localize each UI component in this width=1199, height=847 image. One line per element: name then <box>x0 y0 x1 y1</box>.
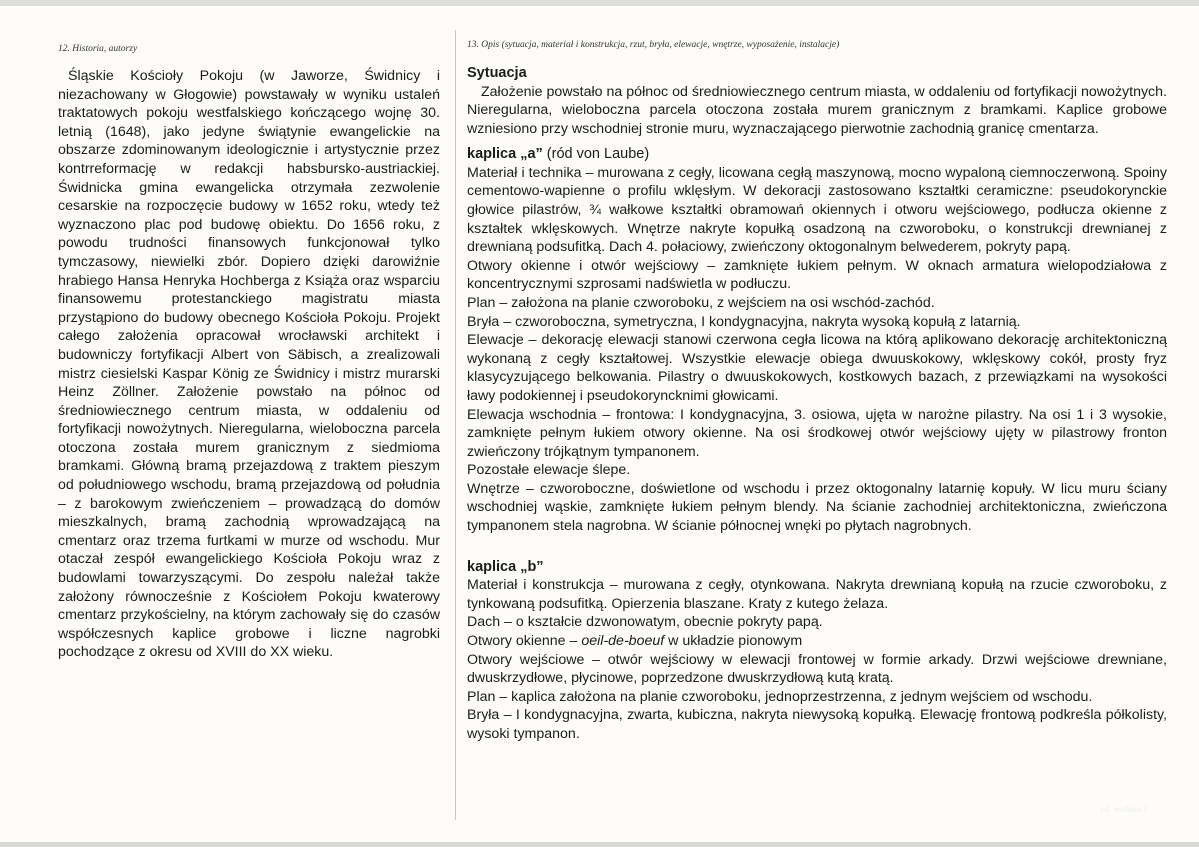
kaplica-b-entrances: Otwory wejściowe – otwór wejściowy w elewacji frontowej w formie arkady. Drzwi wejściowe drewniane, dwuskrzydłowe, płycinowe, poprzedzone dwuskrzydłową kutą kratą. <box>467 651 1167 687</box>
kaplica-a-openings: Otwory okienne i otwór wejściowy – zamknięte łukiem pełnym. W oknach armatura wielopodziałowa z koncentrycznymi szprosami nadświetla w podłuczu. <box>467 257 1167 293</box>
kaplica-b-windows-prefix: Otwory okienne – <box>467 632 582 649</box>
spacer <box>467 138 1167 145</box>
history-section-header: 12. Historia, autorzy <box>58 44 138 54</box>
continuation-note: cd. widoku I <box>1100 805 1147 815</box>
kaplica-a-other-elevations: Pozostałe elewacje ślepe. <box>467 462 631 479</box>
sytuacja-heading: Sytuacja <box>467 65 527 81</box>
kaplica-a-interior: Wnętrze – czworoboczne, doświetlone od wschodu i przez oktogonalny latarnię kopuły. W licu muru ściany wschodniej wąskie, zamknięte łukiem pełnym blendy. Na ścianie zachodniej architektoniczna, zwieńczona tympanonem stela nagrobna. W ścianie północnej wnęki po płytach nagrobnych. <box>467 480 1167 535</box>
kaplica-a-elevations: Elewacje – dekorację elewacji stanowi czerwona cegła licowa na którą aplikowano dekorację architektoniczną wykonaną z cegły kształtowej. Wszystkie elewacje obiega dwuuskokowy, wklęskowy cokół, prosty fryz klasycyzującego belkowania. Pilastry o dwuuskokowych, kostkowych bazach, z przewiązkami na wysokości ławy podokiennej i pseudokoryncknimi głowicami. <box>467 332 1167 404</box>
scan-edge-bottom <box>0 842 1199 847</box>
kaplica-a-heading <box>467 145 1167 164</box>
kaplica-b-windows <box>467 632 1167 651</box>
kaplica-b-windows-suffix: w układzie pionowym <box>664 632 803 649</box>
description-column <box>467 40 1167 744</box>
kaplica-a-section <box>467 145 1167 535</box>
kaplica-a-material: Materiał i technika – murowana z cegły, licowana cegłą maszynową, mocno wypaloną ciemnoczerwoną. Spoiny cementowo-wapienne o profilu wklęsłym. W dekoracji zastosowano kształtki ceramiczne: pseudokorynckie głowice pilastrów, ¾ wałkowe kształtki obramowań okiennych i otworu wejściowego, podłucza okienne z kształtek wklęskowych. Wnętrze nakryte kopułką osadzoną na czworoboku, o konstrukcji drewnianej z drewnianą podsufitką. Dach 4. połaciowy, zwieńczony oktogonalnym belwederem, pokryty papą. <box>467 164 1167 256</box>
description-section-header: 13. Opis (sytuacja, materiał i konstrukcja, rzut, bryła, elewacje, wnętrze, wyposażenie, instalacje) <box>467 40 840 50</box>
history-body <box>58 67 440 662</box>
history-paragraph: Śląskie Kościoły Pokoju (w Jaworze, Świdnicy i niezachowany w Głogowie) powstawały w wyniku ustaleń traktatowych pokoju westfalskiego kończącego wojnę 30. letnią (1648), jako jedyne świątynie ewangelickie na obszarze zdominowanym ideologicznie i artystycznie przez kontrreformację w redakcji habsbursko-austriackiej. Świdnicka gmina ewangelicka otrzymała zezwolenie cesarskie na rozpoczęcie budowy w 1652 roku, wtedy też wyznaczono plac pod budowę obiektu. Do 1656 roku, z powodu trudności finansowych funkcjonował tylko tymczasowy, niewielki zbór. Dopiero dzięki darowiźnie hrabiego Hansa Henryka Hochberga z Książa oraz wsparciu finansowemu protestanckiego magistratu miasta przystąpiono do budowy obecnego Kościoła Pokoju. Projekt całego założenia opracował wrocławski architekt i budowniczy fortyfikacji Albert von Säbisch, a zrealizowali mistrz ciesielski Kaspar König ze Świdnicy i mistrz murarski Heinz Zöllner. Założenie powstało na północ od średniowiecznego centrum miasta, w oddaleniu od fortyfikacji nowożytnych. Nieregularna, wieloboczna parcela otoczona została murem granicznym z siedmioma bramkami. Główną bramą przejazdową z traktem pieszym od południowego wschodu, bramą przejazdową od południa – z barokowym zwieńczeniem – prowadzącą do domów mieszkalnych, bramą zachodnią wprowadzającą na cmentarz oraz trzema furtkami w murze od wschodu. Mur otaczał zespół ewangelickiego Kościoła Pokoju wraz z budowlami towarzyszącymi. Do zespołu należał także założony równocześnie z Kościołem Pokoju kwaterowy cmentarz przykościelny, na którym zachowały się do czasów współczesnych kaplice grobowe i liczne nagrobki pochodzące z okresu od XVIII do XX wieku. <box>58 68 440 661</box>
history-column <box>58 44 440 662</box>
kaplica-b-heading: kaplica „b” <box>467 558 544 575</box>
spacer <box>467 536 1167 558</box>
column-divider <box>455 30 456 820</box>
kaplica-a-title: kaplica „a” <box>467 146 543 163</box>
kaplica-b-windows-term: oeil-de-boeuf <box>581 632 665 649</box>
kaplica-a-plan: Plan – założona na planie czworoboku, z wejściem na osi wschód-zachód. <box>467 294 935 311</box>
sytuacja-text: Założenie powstało na północ od średniowiecznego centrum miasta, w oddaleniu od fortyfikacji nowożytnych. Nieregularna, wieloboczna parcela otoczona została murem granicznym z bramkami. Kaplice grobowe wzniesiono przy wschodniej stronie muru, wyznaczającego pierwotnie zachodnią granicę cmentarza. <box>467 83 1167 137</box>
kaplica-b-material: Materiał i konstrukcja – murowana z cegły, otynkowana. Nakryta drewnianą kopułą na rzucie czworoboku, z tynkowaną podsufitką. Opierzenia blaszane. Kraty z kutego żelaza. <box>467 577 1167 612</box>
kaplica-b-section <box>467 558 1167 744</box>
scan-edge-top <box>0 0 1199 6</box>
kaplica-a-note: (ród von Laube) <box>542 146 650 163</box>
kaplica-a-east-elevation: Elewacja wschodnia – frontowa: I kondygnacyjna, 3. osiowa, ujęta w narożne pilastry. Na osi 1 i 3 wysokie, zamknięte pełnym łukiem otwory okienne. Na osi środkowej otwór wejściowy ujęty w pilastrowy fronton zwieńczony trójkątnym tympanonem. <box>467 406 1167 460</box>
kaplica-b-body: Bryła – I kondygnacyjna, zwarta, kubiczna, nakryta niewysoką kopułką. Elewację frontową podkreśla półkolisty, wysoki tympanon. <box>467 707 1167 742</box>
kaplica-a-body: Bryła – czworoboczna, symetryczna, I kondygnacyjna, nakryta wysoką kopułą z latarnią. <box>467 313 1021 330</box>
kaplica-b-plan: Plan – kaplica założona na planie czworoboku, jednoprzestrzenna, z jednym wejściem od wschodu. <box>467 688 1093 705</box>
sytuacja-section <box>467 64 1167 138</box>
kaplica-b-roof: Dach – o kształcie dzwonowatym, obecnie pokryty papą. <box>467 614 823 631</box>
